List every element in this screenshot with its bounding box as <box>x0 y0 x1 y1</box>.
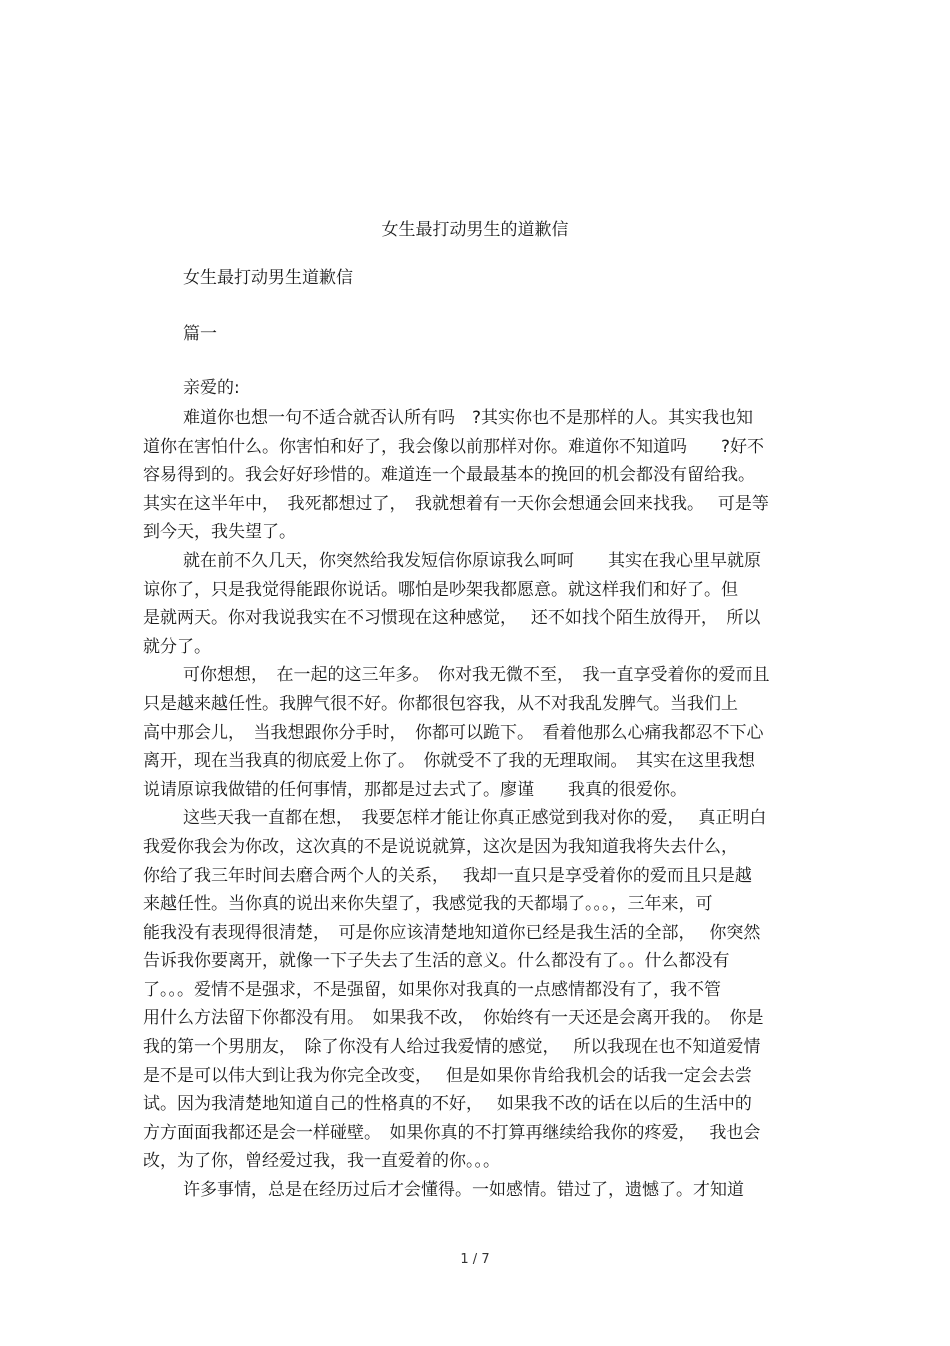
text-line: 你给了我三年时间去磨合两个人的关系， 我却一直只是享受着你的爱而且只是越 <box>143 865 752 886</box>
letter-greeting: 亲爱的: <box>183 378 240 398</box>
text-line: 来越任性。当你真的说出来你失望了，我感觉我的天都塌了。。。，三年来，可 <box>143 894 713 915</box>
text-line: 可你想想， 在一起的这三年多。 你对我无微不至， 我一直享受着你的爱而且 <box>183 665 770 686</box>
text-line: 能我没有表现得很清楚， 可是你应该清楚地知道你已经是我生活的全部， 你突然 <box>143 922 761 943</box>
text-line: 到今天，我失望了。 <box>143 522 296 543</box>
text-line: 试。因为我清楚地知道自己的性格真的不好， 如果我不改的话在以后的生活中的 <box>143 1094 752 1115</box>
text-line: 就在前不久几天，你突然给我发短信你原谅我么呵呵 其实在我心里早就原 <box>183 550 761 571</box>
text-line: 是不是可以伟大到让我为你完全改变， 但是如果你肯给我机会的话我一定会去尝 <box>143 1065 752 1086</box>
section-heading: 篇一 <box>183 324 217 344</box>
text-line: 是就两天。你对我说我实在不习惯现在这种感觉， 还不如找个陌生放得开， 所以 <box>143 608 761 629</box>
text-line: 改，为了你，曾经爱过我，我一直爱着的你。。。 <box>143 1151 500 1172</box>
text-line: 道你在害怕什么。你害怕和好了，我会像以前那样对你。难道你不知道吗 ?好不 <box>143 436 765 457</box>
text-line: 告诉我你要离开，就像一下子失去了生活的意义。什么都没有了。。什么都没有 <box>143 951 730 972</box>
text-line: 难道你也想一句不适合就否认所有吗 ?其实你也不是那样的人。其实我也知 <box>183 408 754 428</box>
text-line: 说请原谅我做错的任何事情，那都是过去式了。廖谨 我真的很爱你。 <box>143 779 687 800</box>
text-line: 了。。。爱情不是强求，不是强留，如果你对我真的一点感情都没有了，我不管 <box>143 979 721 1000</box>
text-line: 许多事情，总是在经历过后才会懂得。一如感情。错过了，遗憾了。才知道 <box>183 1180 744 1201</box>
text-line: 用什么方法留下你都没有用。 如果我不改， 你始终有一天还是会离开我的。 你是 <box>143 1008 764 1029</box>
letter-body <box>143 404 809 1205</box>
text-line: 我爱你我会为你改，这次真的不是说说就算，这次是因为我知道我将失去什么， <box>143 836 738 857</box>
text-line: 离开，现在当我真的彻底爱上你了。 你就受不了我的无理取闹。 其实在这里我想 <box>143 751 755 772</box>
page-indicator: 1 / 7 <box>460 1252 490 1267</box>
text-line: 我的第一个男朋友， 除了你没有人给过我爱情的感觉， 所以我现在也不知道爱情 <box>143 1037 761 1058</box>
text-line: 高中那会儿， 当我想跟你分手时， 你都可以跪下。 看着他那么心痛我都忍不下心 <box>143 722 764 743</box>
text-line: 只是越来越任性。我脾气很不好。你都很包容我，从不对我乱发脾气。当我们上 <box>143 693 738 714</box>
text-line: 谅你了，只是我觉得能跟你说话。哪怕是吵架我都愿意。就这样我们和好了。但 <box>143 579 738 600</box>
document-title: 女生最打动男生的道歉信 <box>381 220 569 240</box>
text-line: 这些天我一直都在想， 我要怎样才能让你真正感觉到我对你的爱， 真正明白 <box>183 808 767 829</box>
text-line: 方方面面我都还是会一样碰壁。 如果你真的不打算再继续给我你的疼爱， 我也会 <box>143 1122 761 1143</box>
document-subtitle: 女生最打动男生道歉信 <box>183 268 353 288</box>
text-line: 容易得到的。我会好好珍惜的。难道连一个最最基本的挽回的机会都没有留给我。 <box>143 465 755 486</box>
text-line: 其实在这半年中， 我死都想过了， 我就想着有一天你会想通会回来找我。 可是等 <box>143 493 769 514</box>
text-line: 就分了。 <box>143 636 211 657</box>
